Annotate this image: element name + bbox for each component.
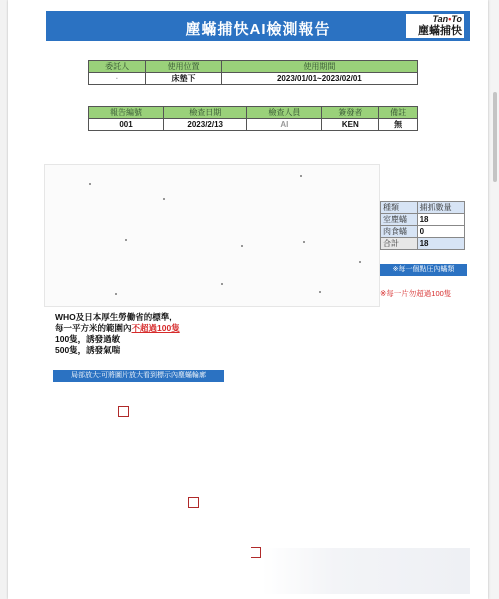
remark-header: 備註: [379, 107, 418, 119]
period-value: 2023/01/01~2023/02/01: [221, 73, 417, 85]
total-count: 18: [417, 238, 464, 250]
report-info-table: [88, 106, 418, 131]
limit-highlight: 不超過100隻: [131, 323, 180, 333]
brand-logo: [406, 14, 464, 38]
issuer-value: KEN: [322, 119, 379, 131]
remark-value: 無: [379, 119, 418, 131]
period-header: 使用期間: [221, 61, 417, 73]
predatory-mite-count: 0: [417, 226, 464, 238]
mite-stats-table: [380, 201, 465, 250]
report-page: [8, 0, 488, 599]
logo-en: Tan•To: [432, 14, 462, 24]
scrollbar-thumb[interactable]: [493, 92, 497, 182]
check-date-header: 檢查日期: [164, 107, 247, 119]
house-dust-mite-label: 室塵蟎: [381, 214, 418, 226]
report-no-header: 報告編號: [89, 107, 164, 119]
client-table: [88, 60, 418, 85]
standard-line-3: 100隻，誘發過敏: [55, 334, 121, 344]
standard-line-1: WHO及日本厚生勞働省的標準,: [55, 312, 172, 322]
count-header: 捕抓數量: [417, 202, 464, 214]
report-no-value: 001: [89, 119, 164, 131]
zoom-hint-bar: 局部放大:可將圖片放大看到標示內塵蟎輪廓: [53, 370, 224, 382]
report-title: 塵蟎捕快AI檢測報告: [185, 21, 331, 38]
standard-line-4: 500隻，誘發氣喘: [55, 345, 121, 355]
mite-marker: [251, 547, 261, 558]
mite-marker: [118, 406, 129, 417]
sample-photo: [44, 164, 380, 307]
logo-zh: 塵蟎捕快: [418, 25, 462, 37]
type-header: 種類: [381, 202, 418, 214]
report-header: [46, 11, 470, 41]
limit-note: ※每一片勿超過100隻: [380, 289, 452, 298]
standard-line-2: 每一平方米的範圍內不超過100隻: [55, 323, 180, 333]
check-date-value: 2023/2/13: [164, 119, 247, 131]
client-value: ·: [89, 73, 146, 85]
issuer-header: 簽發者: [322, 107, 379, 119]
inspector-value: AI: [247, 119, 322, 131]
scan-area: [262, 548, 470, 594]
inspector-header: 檢查人員: [247, 107, 322, 119]
detect-info-button[interactable]: ※每一個點圧內蟎類: [380, 264, 467, 276]
house-dust-mite-count: 18: [417, 214, 464, 226]
mite-marker: [188, 497, 199, 508]
location-header: 使用位置: [146, 61, 222, 73]
vertical-scrollbar[interactable]: [491, 0, 499, 599]
location-value: 床墊下: [146, 73, 222, 85]
predatory-mite-label: 肉食蟎: [381, 226, 418, 238]
total-label: 合計: [381, 238, 418, 250]
standard-text: [55, 312, 180, 356]
client-header: 委託人: [89, 61, 146, 73]
